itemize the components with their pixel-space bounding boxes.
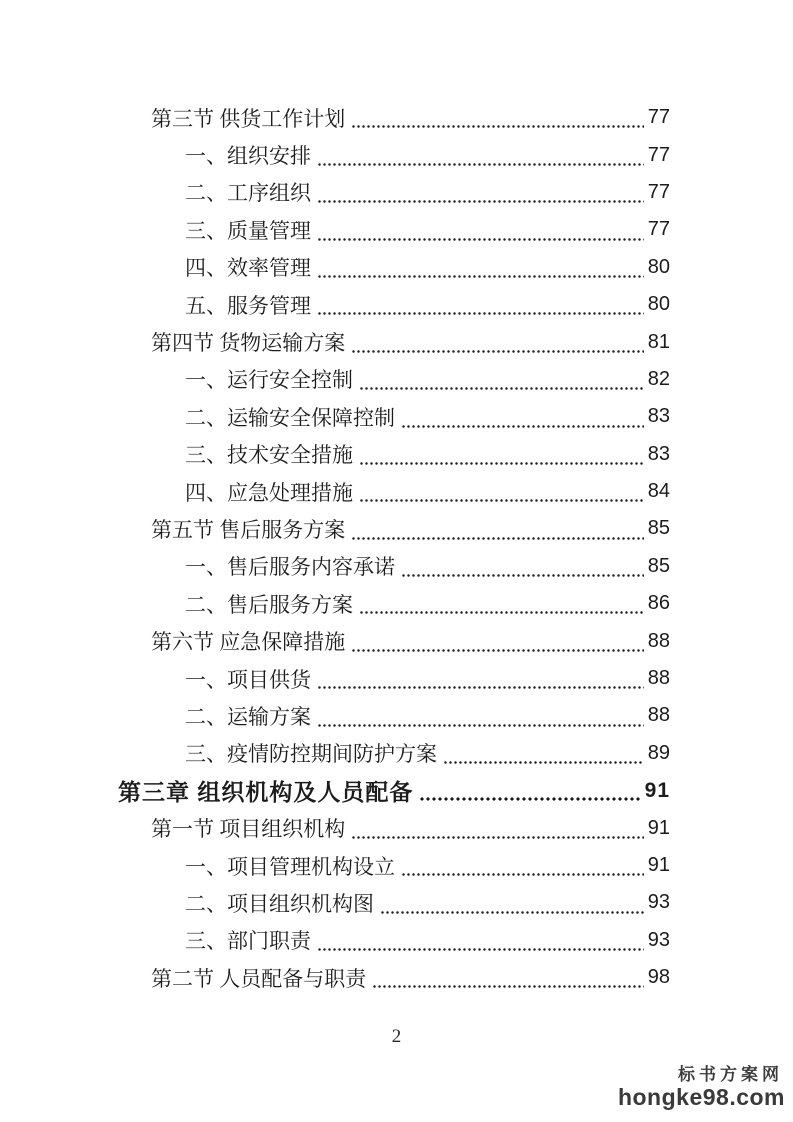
toc-entry[interactable]: [118, 735, 670, 772]
toc-entry-page: 91: [647, 854, 670, 876]
toc-entry[interactable]: [118, 548, 670, 585]
toc-leader-dots: [317, 724, 644, 727]
toc-entry[interactable]: [118, 436, 670, 473]
toc-entry-page: 80: [647, 255, 670, 278]
toc-entry-title: 二、工序组织: [185, 181, 311, 206]
toc-entry-title: 四、应急处理措施: [185, 480, 353, 505]
toc-entry[interactable]: [118, 622, 670, 659]
toc-leader-dots: [419, 797, 640, 801]
watermark: [618, 1066, 785, 1110]
toc-leader-dots: [351, 350, 644, 353]
toc-entry[interactable]: [118, 884, 670, 921]
toc-entry-page: 77: [647, 180, 670, 203]
toc-leader-dots: [359, 611, 644, 614]
toc-leader-dots: [317, 163, 644, 166]
toc-entry-page: 86: [647, 592, 670, 615]
toc-leader-dots: [351, 125, 644, 128]
toc-entry-page: 77: [647, 218, 670, 241]
toc-entry[interactable]: [118, 697, 670, 734]
toc-leader-dots: [359, 499, 644, 502]
toc-entry[interactable]: [118, 959, 670, 996]
toc-entry-title: 第三节 供货工作计划: [151, 106, 346, 131]
toc-entry-page: 83: [647, 442, 670, 465]
toc-leader-dots: [317, 238, 644, 241]
toc-leader-dots: [317, 200, 644, 203]
toc-entry-title: 第一节 项目组织机构: [151, 817, 346, 842]
toc-entry[interactable]: [118, 361, 670, 398]
toc-entry-title: 二、项目组织机构图: [185, 891, 374, 916]
toc-entry-title: 第六节 应急保障措施: [151, 630, 346, 655]
toc-entry-title: 二、运输方案: [185, 704, 311, 729]
toc-entry-page: 81: [647, 330, 670, 353]
toc-leader-dots: [372, 985, 644, 988]
toc-entry-page: 83: [647, 405, 670, 428]
toc-entry-page: 91: [644, 778, 670, 802]
toc-entry-page: 91: [647, 816, 670, 839]
toc-entry[interactable]: [118, 772, 670, 809]
toc-entry[interactable]: [118, 323, 670, 360]
toc-leader-dots: [317, 312, 644, 315]
toc-entry[interactable]: [118, 660, 670, 697]
toc-entry-page: 89: [647, 741, 670, 764]
toc-entry[interactable]: [118, 249, 670, 286]
toc-leader-dots: [401, 425, 644, 428]
toc-entry[interactable]: [118, 585, 670, 622]
toc-entry-title: 第四节 货物运输方案: [151, 331, 346, 356]
toc-leader-dots: [317, 948, 644, 951]
toc-leader-dots: [351, 537, 644, 540]
toc-entry-title: 第五节 售后服务方案: [151, 517, 346, 542]
toc-list: [118, 99, 670, 996]
toc-entry-page: 88: [647, 704, 670, 727]
toc-entry-page: 77: [647, 143, 670, 166]
watermark-site-name: 标书方案网: [678, 1065, 783, 1085]
toc-entry-page: 93: [647, 928, 670, 951]
toc-entry-page: 85: [647, 554, 670, 577]
toc-entry-page: 98: [647, 966, 670, 989]
toc-entry[interactable]: [118, 809, 670, 846]
toc-entry-title: 一、项目供货: [185, 667, 311, 692]
toc-entry-page: 77: [647, 106, 670, 129]
toc-entry-title: 一、售后服务内容承诺: [185, 555, 395, 580]
toc-entry-title: 四、效率管理: [185, 256, 311, 281]
toc-leader-dots: [443, 761, 644, 764]
toc-entry[interactable]: [118, 286, 670, 323]
toc-entry[interactable]: [118, 211, 670, 248]
toc-entry-title: 三、技术安全措施: [185, 443, 353, 468]
watermark-site-url: hongke98.com: [617, 1083, 785, 1110]
toc-entry-title: 三、部门职责: [185, 929, 311, 954]
toc-entry-title: 五、服务管理: [185, 293, 311, 318]
toc-leader-dots: [351, 836, 644, 839]
toc-entry-page: 88: [647, 667, 670, 690]
toc-entry[interactable]: [118, 473, 670, 510]
toc-leader-dots: [401, 574, 644, 577]
toc-entry-title: 二、运输安全保障控制: [185, 405, 395, 430]
toc-entry-page: 84: [647, 480, 670, 503]
toc-entry-title: 一、项目管理机构设立: [185, 854, 395, 879]
toc-entry-title: 第二节 人员配备与职责: [151, 966, 367, 991]
toc-entry-page: 80: [647, 293, 670, 316]
toc-entry[interactable]: [118, 510, 670, 547]
toc-entry[interactable]: [118, 922, 670, 959]
toc-entry[interactable]: [118, 136, 670, 173]
toc-leader-dots: [359, 462, 644, 465]
toc-entry[interactable]: [118, 174, 670, 211]
toc-leader-dots: [359, 387, 644, 390]
toc-entry-title: 第三章 组织机构及人员配备: [118, 779, 414, 806]
toc-entry[interactable]: [118, 398, 670, 435]
toc-entry[interactable]: [118, 847, 670, 884]
toc-entry-title: 三、质量管理: [185, 218, 311, 243]
toc-entry-title: 一、组织安排: [185, 144, 311, 169]
toc-entry-title: 一、运行安全控制: [185, 368, 353, 393]
toc-leader-dots: [351, 649, 644, 652]
toc-entry-page: 82: [647, 367, 670, 390]
toc-entry-page: 93: [647, 891, 670, 914]
toc-entry[interactable]: [118, 99, 670, 136]
toc-entry-page: 85: [647, 517, 670, 540]
toc-entry-title: 三、疫情防控期间防护方案: [185, 742, 437, 767]
toc-leader-dots: [317, 275, 644, 278]
toc-leader-dots: [317, 686, 644, 689]
toc-leader-dots: [401, 873, 644, 876]
page-number: 2: [391, 1026, 402, 1047]
toc-entry-title: 二、售后服务方案: [185, 592, 353, 617]
toc-leader-dots: [380, 911, 644, 914]
toc-entry-page: 88: [647, 629, 670, 652]
